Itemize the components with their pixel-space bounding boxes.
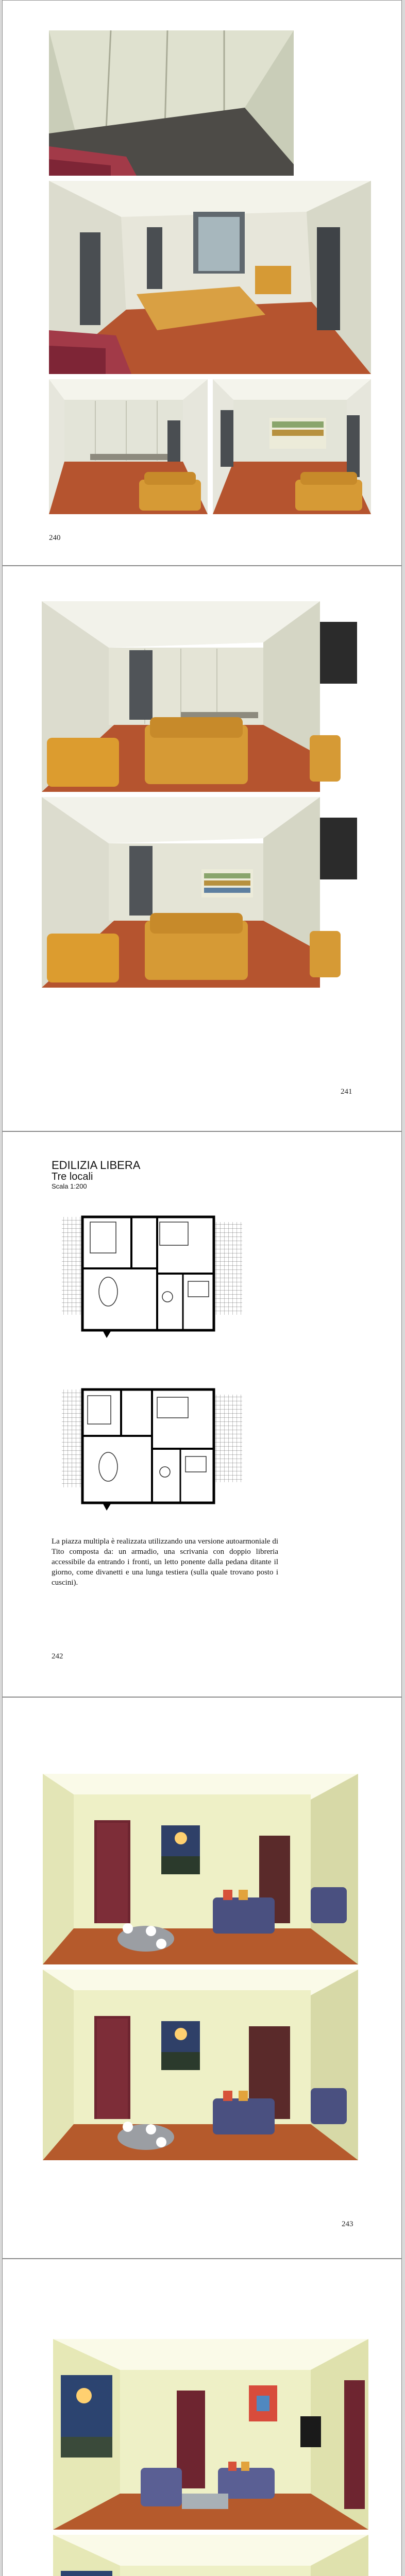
page-number: 241 — [341, 1088, 352, 1096]
page-242 — [2, 1131, 402, 1697]
render-lounge-left — [49, 379, 208, 514]
page-number: 240 — [49, 534, 61, 542]
render-living-view-1 — [43, 1774, 358, 1964]
render-sofa-view-2 — [42, 797, 357, 988]
page-241 — [2, 566, 402, 1131]
render-living-sofa-view-2 — [53, 2535, 368, 2576]
heading: EDILIZIA LIBERA — [52, 1159, 141, 1172]
description: La piazza multipla è realizzata utilizzando una versione autoarmoniale di Tito composta da: un armadio, una scrivania con doppio libreria accessibile da entrando i fronti, un letto ponente dalla pedana ditante il giorno, come divanetti e una lunga testiera (sulla quale trovano posto i cuscini). — [52, 1537, 278, 1587]
render-room-ceiling — [49, 30, 294, 176]
page-number: 242 — [52, 1652, 63, 1660]
render-living-sofa-view-1 — [53, 2339, 368, 2530]
scale-label: Scala 1:200 — [52, 1182, 87, 1190]
floor-plan-2 — [59, 1384, 245, 1513]
subheading: Tre locali — [52, 1171, 93, 1182]
render-sofa-view-1 — [42, 601, 357, 792]
render-lounge-right — [213, 379, 371, 514]
render-living-view-2 — [43, 1970, 358, 2160]
page-number: 243 — [342, 2220, 353, 2228]
page-243 — [2, 1697, 402, 2259]
floor-plan-1 — [59, 1212, 245, 1341]
page-240 — [2, 0, 402, 566]
page-244 — [2, 2259, 402, 2576]
render-dining-room — [49, 181, 371, 374]
